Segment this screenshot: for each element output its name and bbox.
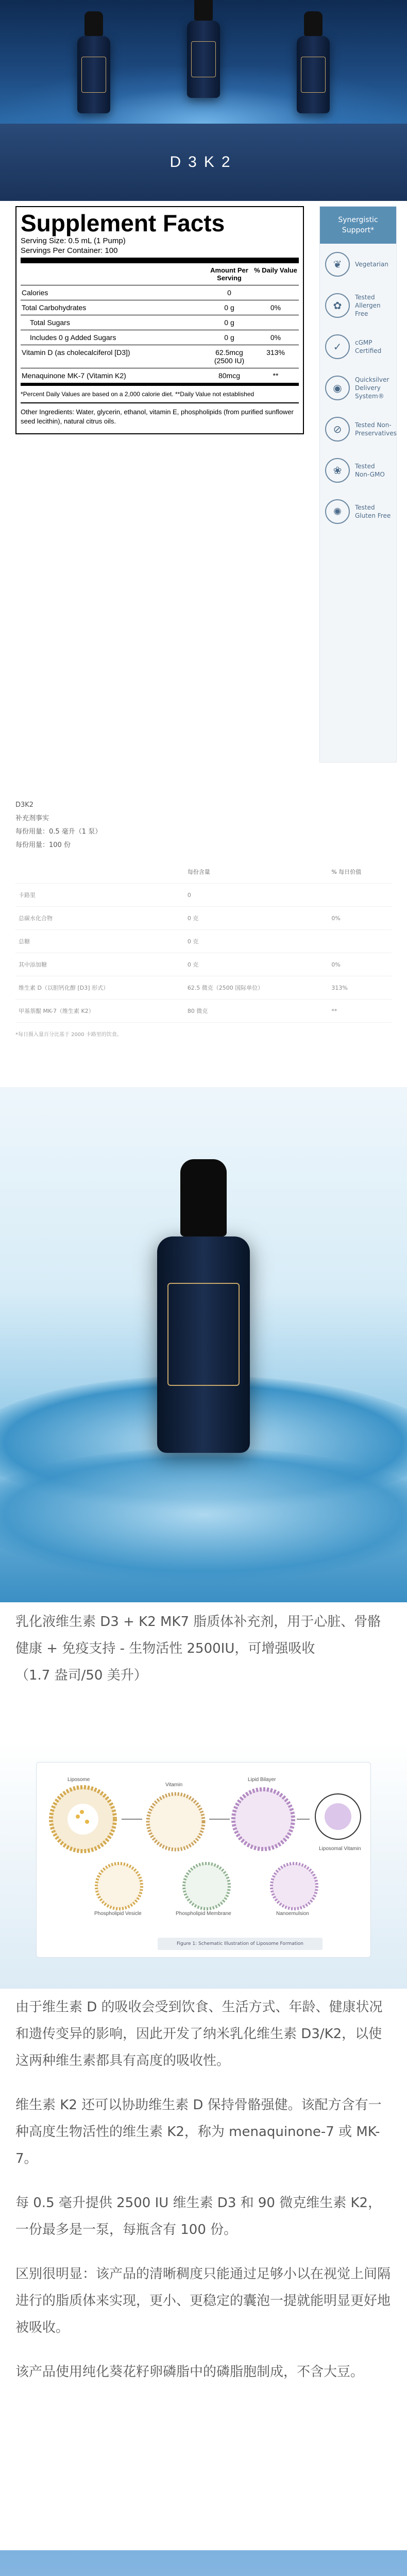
preservative-free-icon: ⊘	[325, 417, 350, 442]
product-bottle-image	[77, 36, 110, 113]
facts-row	[21, 300, 299, 315]
nutrient-name: Calories	[21, 285, 206, 300]
cn-cell: 0%	[328, 907, 392, 930]
feature-label: Quicksilver Delivery System®	[355, 376, 389, 400]
feature-label: cGMP Certified	[355, 339, 382, 354]
description-paragraph: 每 0.5 毫升提供 2500 IU 维生素 D3 和 90 微克维生素 K2，一份最多是一泵，每瓶含有 100 份。	[15, 2195, 382, 2238]
hero-banner	[0, 0, 407, 124]
diagram-label: Phospholipid Membrane	[176, 1911, 231, 1917]
supplement-facts-section	[0, 201, 407, 799]
nutrient-amount: 62.5mcg (2500 IU)	[206, 345, 252, 368]
nutrient-dv: 0%	[252, 330, 299, 345]
col-daily-value: % Daily Value	[252, 263, 299, 285]
cn-cell: 0	[184, 884, 329, 907]
product-title: D3K2	[169, 154, 238, 171]
liposome-diagram	[0, 1741, 407, 1989]
runners-photo	[0, 2550, 407, 2576]
allergen-free-icon: ✿	[325, 293, 350, 318]
nutrient-dv	[252, 315, 299, 330]
facts-row	[21, 285, 299, 300]
cn-line: 每份用量：0.5 毫升（1 泵）	[15, 828, 102, 836]
product-bottle-image	[297, 36, 330, 113]
liposome-illustration	[37, 1762, 371, 1917]
diagram-label: Phospholipid Vesicle	[94, 1911, 142, 1917]
nutrient-name: Menaquinone MK-7 (Vitamin K2)	[21, 368, 206, 383]
nutrient-name: Includes 0 g Added Sugars	[21, 330, 206, 345]
nutrient-amount: 80mcg	[206, 368, 252, 383]
diagram-label: Liposomal Vitamin	[319, 1846, 361, 1852]
diagram-caption: Figure 1: Schematic Illustration of Liposome Formation	[158, 1938, 323, 1950]
nutrient-dv: **	[252, 368, 299, 383]
cn-cell: **	[328, 999, 392, 1023]
cn-cell	[328, 930, 392, 953]
gluten-free-icon: ✺	[325, 499, 350, 524]
cn-line: 每份用量：100 份	[15, 841, 71, 849]
description-paragraph: 区别很明显：该产品的清晰稠度只能通过足够小以在视觉上间隔进行的脂质体来实现，更小、更稳定的囊泡一提就能明显更好地被吸收。	[15, 2266, 391, 2335]
cn-row	[15, 953, 392, 976]
cn-note: *每日摄入量百分比基于 2000 卡路里的饮食。	[15, 1032, 122, 1038]
diagram-label: Liposome	[67, 1777, 90, 1783]
description-section	[0, 1989, 407, 2550]
nutrient-amount: 0 g	[206, 300, 252, 315]
cn-cell: 卡路里	[15, 884, 184, 907]
feature-label: Tested Non-GMO	[355, 463, 385, 478]
cn-cell: 甲基萘醌 MK-7（维生素 K2）	[15, 999, 184, 1023]
feature-item	[320, 450, 396, 491]
nutrient-dv	[252, 285, 299, 300]
feature-item	[320, 285, 396, 326]
cn-cell: 0%	[328, 953, 392, 976]
facts-row	[21, 330, 299, 345]
feature-item	[320, 326, 396, 367]
cn-cell: 其中添加糖	[15, 953, 184, 976]
cn-cell: 总糖	[15, 930, 184, 953]
nutrient-dv: 313%	[252, 345, 299, 368]
cn-row	[15, 907, 392, 930]
cn-col: % 每日价值	[328, 860, 392, 884]
feature-label: Tested Gluten Free	[355, 504, 391, 519]
cn-row	[15, 930, 392, 953]
nutrient-name: Total Sugars	[21, 315, 206, 330]
facts-title: Supplement Facts	[21, 210, 225, 236]
nutrient-amount: 0 g	[206, 315, 252, 330]
title-band	[0, 124, 407, 201]
vegetarian-icon: ❦	[325, 252, 350, 277]
facts-table	[21, 263, 299, 383]
intro-size: （1.7 盎司/50 美升）	[15, 1668, 147, 1683]
diagram-label: Lipid Bilayer	[248, 1777, 276, 1783]
servings-per-container: Servings Per Container: 100	[21, 246, 118, 255]
delivery-icon: ◉	[325, 376, 350, 400]
cn-cell: 0 克	[184, 907, 329, 930]
product-splash-image	[0, 1087, 407, 1602]
intro-section	[0, 1602, 407, 1741]
cn-col	[15, 860, 184, 884]
facts-row	[21, 315, 299, 330]
cn-cell: 80 微克	[184, 999, 329, 1023]
other-ingredients: Other Ingredients: Water, glycerin, ethanol, vitamin E, phospholipids (from purified sunflower seed lecithin), natural citrus oils.	[21, 402, 299, 430]
col-amount: Amount Per Serving	[206, 263, 252, 285]
cn-product-code: D3K2	[15, 801, 34, 809]
nutrient-name: Total Carbohydrates	[21, 300, 206, 315]
feature-item	[320, 491, 396, 532]
cn-cell: 总碳水化合物	[15, 907, 184, 930]
supplement-facts-panel	[15, 206, 304, 434]
intro-text: 乳化液维生素 D3 + K2 MK7 脂质体补充剂，用于心脏、骨骼健康 + 免疫支持 - 生物活性 2500IU，可增强吸收	[15, 1614, 381, 1656]
serving-size: Serving Size: 0.5 mL (1 Pump)	[21, 236, 126, 245]
cn-cell: 62.5 微克（2500 国际单位）	[184, 976, 329, 999]
cn-row	[15, 976, 392, 999]
feature-label: Vegetarian	[355, 261, 388, 268]
support-header: Synergistic Support*	[320, 207, 396, 244]
cn-cell	[328, 884, 392, 907]
cn-cell: 313%	[328, 976, 392, 999]
description-paragraph: 维生素 K2 还可以协助维生素 D 保持骨骼强健。该配方含有一种高度生物活性的维生素 K2，称为 menaquinone-7 或 MK-7。	[15, 2097, 382, 2166]
cn-cell: 维生素 D（以胆钙化醇 [D3] 形式）	[15, 976, 184, 999]
diagram-label: Nanoemulsion	[276, 1911, 309, 1917]
cn-row	[15, 884, 392, 907]
cn-facts-table	[15, 860, 392, 1023]
cn-cell: 0 克	[184, 953, 329, 976]
nutrient-name: Vitamin D (as cholecalciferol [D3])	[21, 345, 206, 368]
cn-line: 补充剂事实	[15, 815, 49, 822]
feature-item	[320, 409, 396, 450]
non-gmo-icon: ❀	[325, 458, 350, 483]
cn-cell: 0 克	[184, 930, 329, 953]
facts-footnote: *Percent Daily Values are based on a 2,000 calorie diet. **Daily Value not established	[21, 383, 299, 402]
diagram-label: Vitamin	[165, 1782, 183, 1788]
facts-row	[21, 368, 299, 383]
product-bottle-image	[157, 1236, 250, 1453]
diagram-card	[36, 1762, 371, 1958]
cn-col: 每份含量	[184, 860, 329, 884]
feature-label: Tested Allergen Free	[355, 294, 381, 317]
nutrient-dv: 0%	[252, 300, 299, 315]
synergistic-support-panel	[319, 206, 397, 762]
cn-row	[15, 999, 392, 1023]
product-bottle-image	[187, 21, 220, 98]
feature-item	[320, 244, 396, 285]
cn-facts-section	[0, 799, 407, 1087]
nutrient-amount: 0 g	[206, 330, 252, 345]
feature-label: Tested Non-Preservatives	[355, 421, 397, 437]
nutrient-amount: 0	[206, 285, 252, 300]
cgmp-icon: ✓	[325, 334, 350, 359]
facts-row	[21, 345, 299, 368]
feature-item	[320, 367, 396, 409]
description-paragraph: 该产品使用纯化葵花籽卵磷脂中的磷脂胞制成，不含大豆。	[15, 2364, 364, 2380]
description-paragraph: 由于维生素 D 的吸收会受到饮食、生活方式、年龄、健康状况和遗传变异的影响，因此开发了纳米乳化维生素 D3/K2，以使这两种维生素都具有高度的吸收性。	[15, 1999, 383, 2069]
